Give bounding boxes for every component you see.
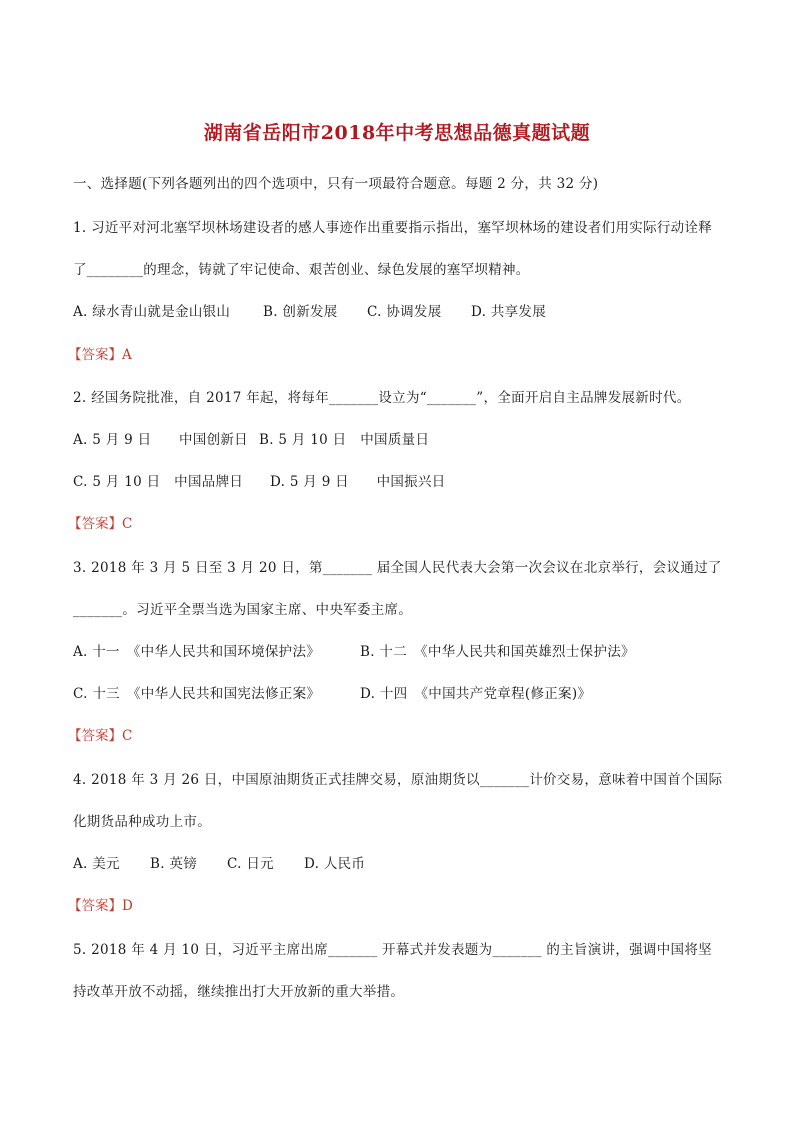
question-1-answer: 【答案】A: [68, 347, 132, 363]
question-4-option-b: B. 英镑: [150, 856, 198, 872]
question-1-option-d: D. 共享发展: [471, 304, 547, 320]
question-3-option-c: C. 十三 《中华人民共和国宪法修正案》: [73, 686, 321, 702]
question-4-option-a: A. 美元: [73, 856, 120, 872]
question-1-line-2: 了________的理念，铸就了牢记使命、艰苦创业、绿色发展的塞罕坝精神。: [73, 262, 530, 278]
question-2-answer: 【答案】C: [68, 516, 133, 532]
question-4-line-2: 化期货品种成功上市。: [73, 814, 211, 830]
question-1-option-c: C. 协调发展: [367, 304, 442, 320]
page-title: 湖南省岳阳市2018年中考思想品德真题试题: [203, 122, 591, 144]
question-3-options-row-2: [73, 685, 591, 703]
question-1-option-b: B. 创新发展: [263, 304, 338, 320]
question-2-option-d: D. 5 月 9 日 中国振兴日: [270, 474, 446, 490]
section-header: 一、选择题(下列各题列出的四个选项中，只有一项最符合题意。每题 2 分，共 32 分): [73, 176, 599, 192]
question-3-option-b: B. 十二 《中华人民共和国英雄烈士保护法》: [360, 644, 635, 660]
question-2-option-c: C. 5 月 10 日 中国品牌日: [73, 474, 244, 490]
question-4-option-d: D. 人民币: [304, 856, 366, 872]
question-4-option-c: C. 日元: [227, 856, 274, 872]
question-4-options: [73, 855, 365, 873]
question-4-answer: 【答案】D: [68, 898, 133, 914]
question-2-option-b: B. 5 月 10 日 中国质量日: [259, 432, 430, 448]
question-3-option-a: A. 十一 《中华人民共和国环境保护法》: [73, 644, 321, 660]
question-2-options-row-2: [73, 473, 446, 491]
question-4-line-1: 4. 2018 年 3 月 26 日，中国原油期货正式挂牌交易，原油期货以_______计价交易，意味着中国首个国际: [73, 772, 723, 788]
question-3-line-2: _______。习近平全票当选为国家主席、中央军委主席。: [73, 602, 413, 618]
question-3-options-row-1: [73, 643, 635, 661]
question-2-options-row-1: [73, 431, 429, 449]
question-1-option-a: A. 绿水青山就是金山银山: [73, 304, 231, 320]
question-2-option-a: A. 5 月 9 日 中国创新日: [73, 432, 248, 448]
question-3-line-1: 3. 2018 年 3 月 5 日至 3 月 20 日，第_______ 届全国人民代表大会第一次会议在北京举行，会议通过了: [73, 560, 722, 576]
question-5-line-1: 5. 2018 年 4 月 10 日，习近平主席出席_______ 开幕式并发表题为_______ 的主旨演讲，强调中国将坚: [73, 942, 712, 958]
question-5-line-2: 持改革开放不动摇，继续推出打大开放新的重大举措。: [73, 984, 405, 1000]
question-1-line-1: 1. 习近平对河北塞罕坝林场建设者的感人事迹作出重要指示指出，塞罕坝林场的建设者们用实际行动诠释: [73, 220, 713, 236]
question-2-line-1: 2. 经国务院批准，自 2017 年起，将每年_______设立为“_______”，全面开启自主品牌发展新时代。: [73, 390, 691, 406]
question-1-options: [73, 303, 546, 321]
question-3-option-d: D. 十四 《中国共产党章程(修正案)》: [360, 686, 592, 702]
question-3-answer: 【答案】C: [68, 728, 133, 744]
